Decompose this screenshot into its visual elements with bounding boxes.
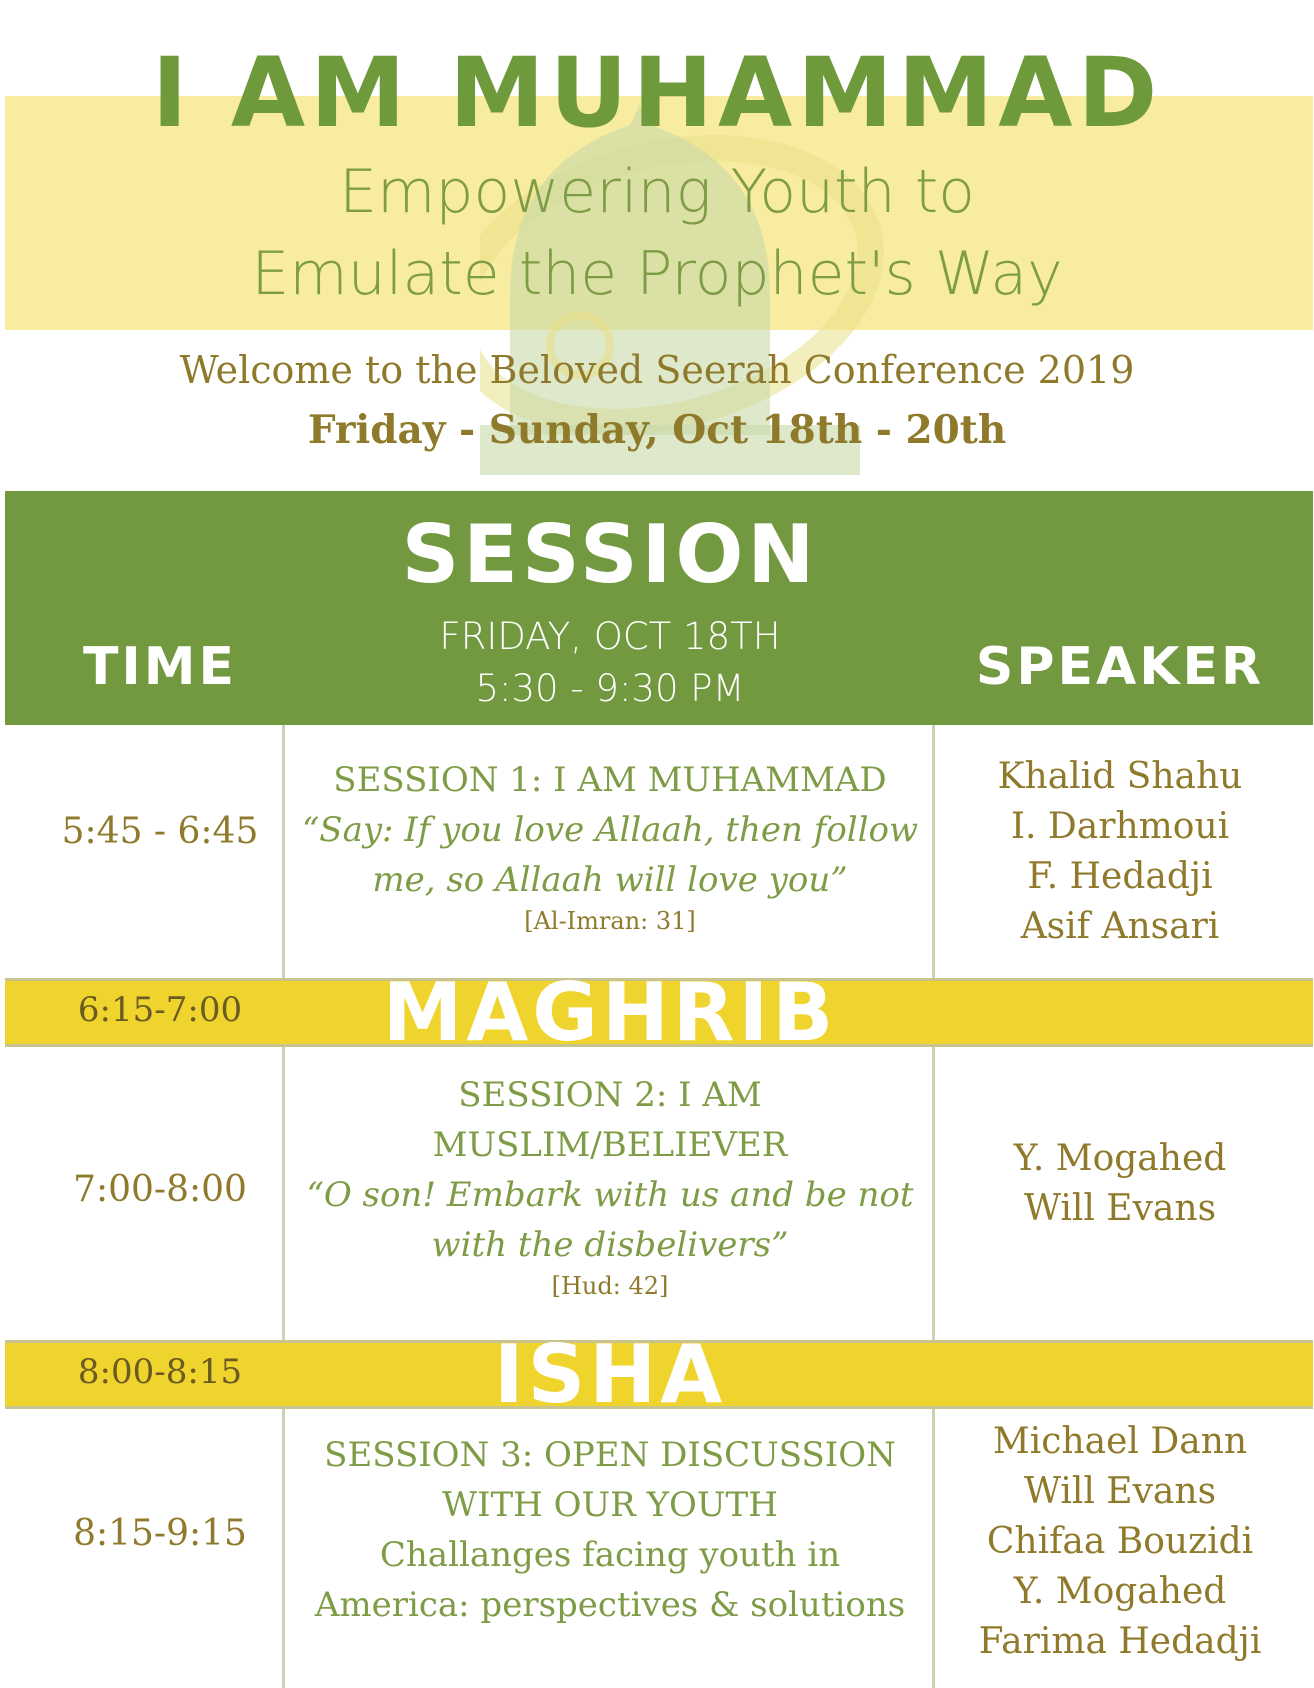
row-2-time: 7:00-8:00 — [73, 1169, 247, 1210]
speaker-name: Michael Dann — [992, 1421, 1248, 1462]
session-title-line: WITH OUR YOUTH — [442, 1485, 778, 1525]
session-quote-line: “O son! Embark with us and be not — [306, 1175, 914, 1215]
row-1-time: 5:45 - 6:45 — [61, 811, 259, 852]
speaker-name: Will Evans — [1023, 1471, 1217, 1512]
row-3-speakers — [940, 1417, 1300, 1667]
welcome-text: Welcome to the Beloved Seerah Conference 2019 — [179, 348, 1135, 392]
row-1-session — [300, 755, 920, 937]
maghrib-time: 6:15-7:00 — [77, 990, 243, 1030]
row-2-speakers — [940, 1134, 1300, 1234]
isha-time: 8:00-8:15 — [77, 1352, 243, 1392]
session-title-line: MUSLIM/BELIEVER — [432, 1125, 788, 1165]
session-description-line: Challanges facing youth in — [379, 1535, 841, 1575]
speaker-name: Will Evans — [1023, 1188, 1217, 1229]
speaker-name: I. Darhmoui — [1010, 806, 1230, 847]
row-2-session — [300, 1070, 920, 1302]
speaker-name: Chifaa Bouzidi — [986, 1521, 1254, 1562]
session-reference: [Al-Imran: 31] — [524, 907, 696, 935]
session-day: FRIDAY, OCT 18TH — [439, 615, 781, 658]
session-title-line: SESSION 3: OPEN DISCUSSION — [324, 1435, 896, 1475]
column-divider — [932, 725, 935, 1688]
row-3-time: 8:15-9:15 — [73, 1513, 247, 1554]
row-3-session — [300, 1430, 920, 1630]
maghrib-label: MAGHRIB — [382, 966, 838, 1059]
isha-label: ISHA — [493, 1328, 727, 1421]
speaker-name: Khalid Shahu — [997, 756, 1243, 797]
session-title-line: SESSION 1: I AM MUHAMMAD — [333, 760, 887, 800]
page-title: I AM MUHAMMAD — [151, 37, 1163, 149]
subtitle-line-1: Empowering Youth to — [339, 157, 975, 227]
speaker-name: Asif Ansari — [1020, 906, 1220, 947]
speaker-name: Y. Mogahed — [1013, 1571, 1227, 1612]
session-reference: [Hud: 42] — [551, 1272, 669, 1300]
subtitle-line-2: Emulate the Prophet's Way — [251, 239, 1063, 309]
speaker-name: Farima Hedadji — [978, 1621, 1262, 1662]
session-title-line: SESSION 2: I AM — [458, 1075, 762, 1115]
session-hours: 5:30 - 9:30 PM — [475, 667, 745, 710]
session-column-header: SESSION — [401, 508, 819, 601]
row-1-speakers — [940, 752, 1300, 952]
session-quote-line: with the disbelivers” — [431, 1225, 789, 1265]
time-column-header: TIME — [82, 637, 238, 697]
session-quote-line: me, so Allaah will love you” — [372, 860, 848, 900]
session-description-line: America: perspectives & solutions — [314, 1585, 906, 1625]
speaker-column-header: SPEAKER — [975, 637, 1265, 697]
conference-dates: Friday - Sunday, Oct 18th - 20th — [307, 407, 1007, 453]
speaker-name: F. Hedadji — [1027, 856, 1213, 897]
speaker-name: Y. Mogahed — [1013, 1138, 1227, 1179]
session-quote-line: “Say: If you love Allaah, then follow — [301, 810, 919, 850]
